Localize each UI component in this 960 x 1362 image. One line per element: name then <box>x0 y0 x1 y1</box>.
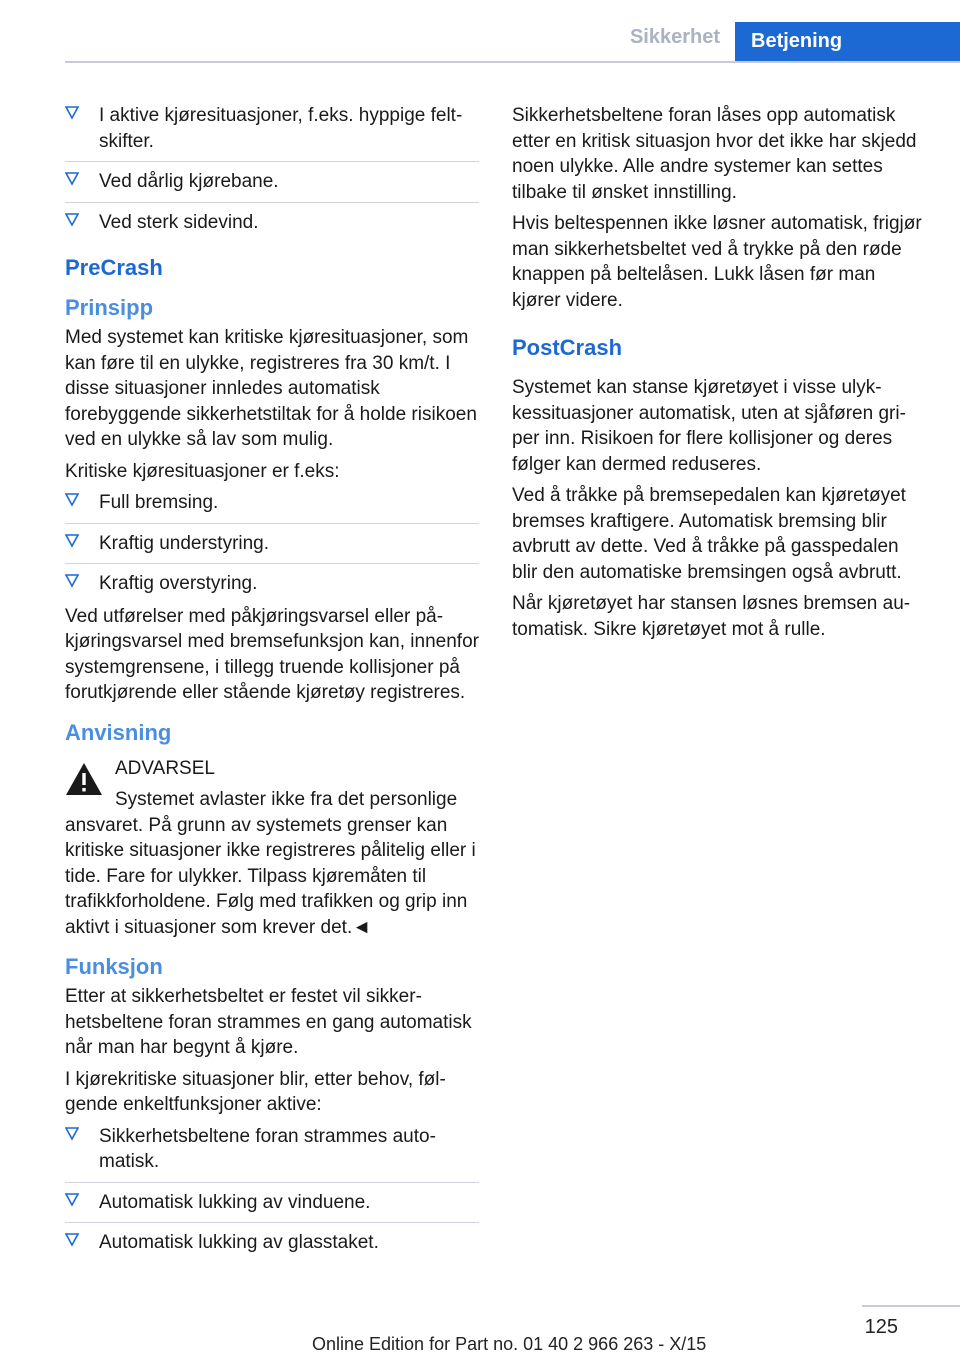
list-item: I aktive kjøresituasjoner, f.eks. hyppige feltskifter. <box>65 103 479 154</box>
chapter-tab-label: Betjening <box>751 30 843 52</box>
right-paragraph-5: Når kjøretøyet har stansen løsnes bremsen automatisk. Sikre kjøretøyet mot å rulle. <box>512 593 911 640</box>
right-paragraph-1: Sikkerhetsbeltene foran låses opp automatisk etter en kritisk situasjon hvor det ikke har skjedd noen ulykke. Alle andre systemer kan settes tilbake til ønsket innstilling. <box>512 105 917 203</box>
kritiske-list <box>65 490 479 597</box>
triangle-bullet-icon <box>65 106 79 120</box>
list-divider <box>65 563 479 564</box>
list-divider <box>65 1222 479 1223</box>
prinsipp-heading: Prinsipp <box>65 295 154 320</box>
list-divider <box>65 161 479 162</box>
list-divider <box>65 523 479 524</box>
list-item: Ved sterk sidevind. <box>65 210 479 236</box>
list-divider <box>65 202 479 203</box>
triangle-bullet-icon <box>65 172 79 186</box>
warning-title: ADVARSEL <box>115 757 215 779</box>
list-item: Kraftig understyring. <box>65 531 479 557</box>
right-paragraph-2: Hvis beltespennen ikke løsner automatisk, frigjør man sikkerhetsbeltet ved å trykke på den røde knappen på beltelåsen. Lukk låsen før man kjører videre. <box>512 213 922 311</box>
list-item: Ved dårlig kjørebane. <box>65 169 479 195</box>
warning-triangle-icon <box>65 762 103 796</box>
triangle-bullet-icon <box>65 574 79 588</box>
edition-footer: Online Edition for Part no. 01 40 2 966 263 - X/15 <box>312 1334 707 1354</box>
triangle-bullet-icon <box>65 493 79 507</box>
precrash-heading: PreCrash <box>65 255 163 280</box>
right-paragraph-4: Ved å tråkke på bremsepedalen kan kjøretøyet bremses kraftigere. Automatisk bremsing blir avbrutt av dette. Ved å tråkke på gasspedalen blir den automatiske bremsingen også avbrutt. <box>512 485 906 583</box>
list-item: Sikkerhetsbeltene foran strammes automatisk. <box>65 1124 479 1175</box>
funksjon-paragraph-2: I kjørekritiske situasjoner blir, etter behov, følgende enkeltfunksjoner aktive: <box>65 1068 446 1115</box>
list-item: Full bremsing. <box>65 490 479 516</box>
anvisning-heading: Anvisning <box>65 719 172 745</box>
funksjon-list <box>65 1124 479 1256</box>
page-header <box>0 0 960 62</box>
triangle-bullet-icon <box>65 1127 79 1141</box>
right-paragraph-3: Systemet kan stanse kjøretøyet i visse ulykkessituasjoner automatisk, uten at sjåføren griper inn. Risikoen for flere kollisjoner og deres følger kan dermed reduseres. <box>512 377 906 475</box>
header-divider <box>65 61 960 63</box>
right-column <box>512 103 926 648</box>
list-item: Kraftig overstyring. <box>65 571 479 597</box>
triangle-bullet-icon <box>65 534 79 548</box>
chapter-tab <box>735 22 960 62</box>
funksjon-paragraph-1: Etter at sikkerhetsbeltet er festet vil sikkerhetsbeltene foran strammes en gang automatisk når man har begynt å kjøre. <box>65 986 472 1058</box>
prinsipp-paragraph: Med systemet kan kritiske kjøresituasjoner, som kan føre til en ulykke, registreres fra 30 km/t. I disse situasjoner innledes automatisk forebyggende sikkerhetstiltak for å holde risikoen ved en ulykke så lav som mulig. <box>65 327 477 450</box>
kritiske-intro: Kritiske kjøresituasjoner er f.eks: <box>65 460 340 482</box>
triangle-bullet-icon <box>65 1233 79 1247</box>
footer-divider <box>862 1305 960 1307</box>
postcrash-heading: PostCrash <box>512 335 623 360</box>
left-column <box>65 103 479 1263</box>
warning-block <box>65 756 479 941</box>
list-item: Automatisk lukking av glasstaket. <box>65 1230 479 1256</box>
funksjon-heading: Funksjon <box>65 954 163 979</box>
page-number: 125 <box>864 1316 898 1338</box>
warning-text: Systemet avlaster ikke fra det personlige ansvaret. På grunn av systemets grenser kan kritiske situasjoner ikke registreres pålitelig eller i tide. Fare for ulykker. Tilpass kjøremåten til trafikkforholdene. Følg med trafikken og grip inn aktivt i situasjoner som krever det.◄ <box>65 789 476 938</box>
section-tab: Sikkerhet <box>629 26 721 48</box>
triangle-bullet-icon <box>65 213 79 227</box>
intro-list <box>65 103 479 235</box>
list-item: Automatisk lukking av vinduene. <box>65 1190 479 1216</box>
triangle-bullet-icon <box>65 1193 79 1207</box>
list-divider <box>65 1182 479 1183</box>
utforelser-paragraph: Ved utførelser med påkjøringsvarsel eller påkjøringsvarsel med bremsefunksjon kan, innenfor systemgrensene, i tillegg truende kollisjoner på forutkjørende eller stående kjøretøy registreres. <box>65 605 479 703</box>
